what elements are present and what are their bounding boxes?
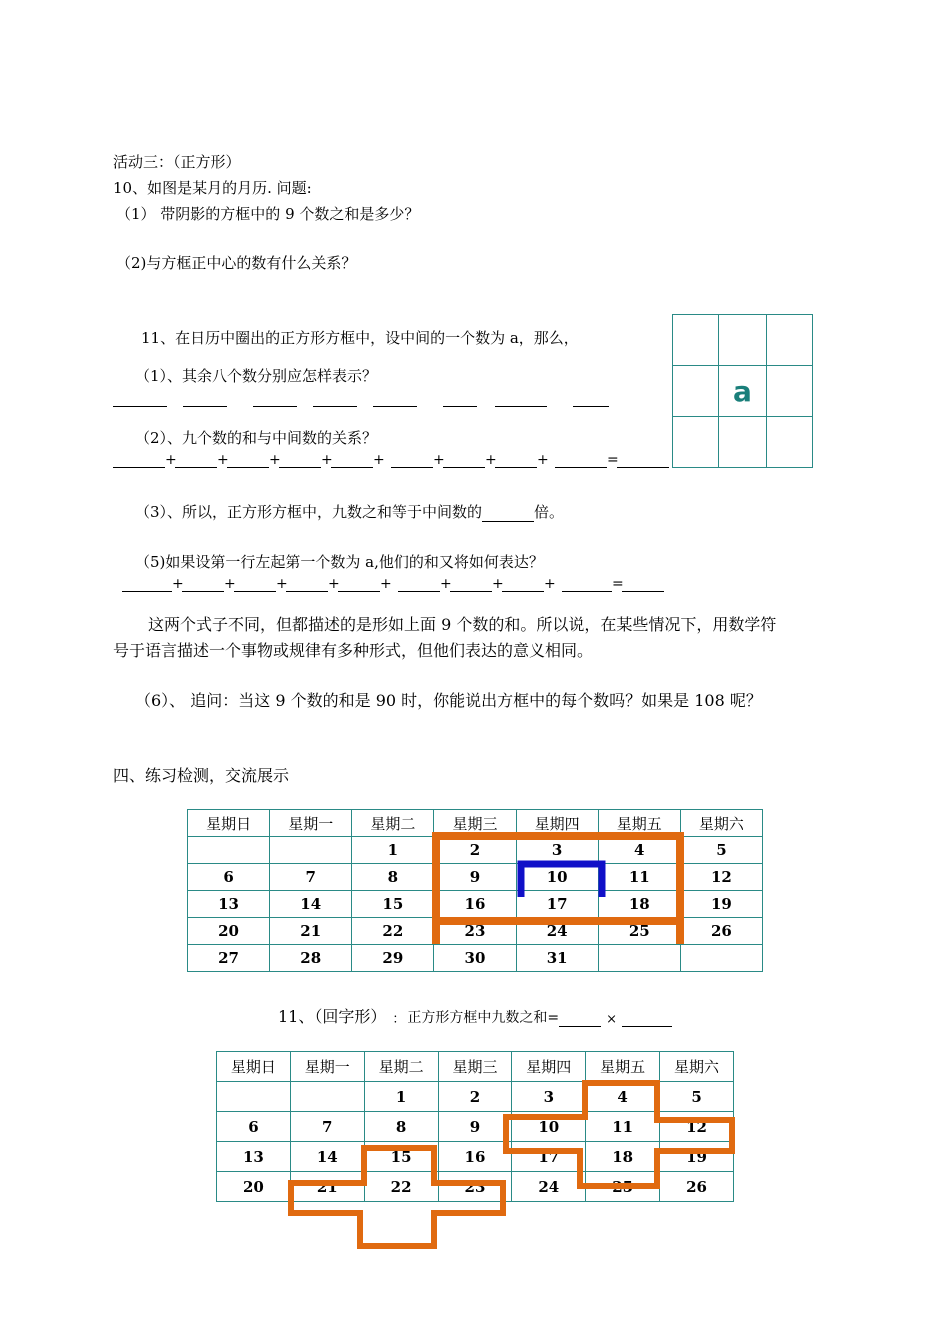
answer-blank[interactable] [495,453,537,468]
calendar-day-cell [188,837,270,864]
weekday-header: 星期二 [364,1052,438,1082]
hui-shape-label: 11、（回字形） [278,1007,387,1026]
part-3-suffix: 倍。 [534,503,565,521]
plus-sign: + [440,576,452,592]
calendar-day-cell: 6 [217,1112,291,1142]
plus-sign: + [492,576,504,592]
calendar-day-cell: 21 [290,1172,364,1202]
calendar-day-cell: 25 [586,1172,660,1202]
weekday-header: 星期四 [512,1052,586,1082]
question-11-part-5: （5)如果设第一行左起第一个数为 a,他们的和又将如何表达？ [135,553,544,571]
question-11-part-3 [135,501,564,522]
weekday-header: 星期日 [217,1052,291,1082]
answer-blank[interactable] [279,453,321,468]
calendar-day-cell: 22 [364,1172,438,1202]
plus-sign: + [217,452,229,468]
calendar-day-cell: 26 [660,1172,734,1202]
calendar-day-cell: 7 [270,864,352,891]
plus-sign: + [321,452,333,468]
equals-sign: = [612,576,624,592]
section-4-heading: 四、练习检测，交流展示 [113,766,290,785]
calendar-day-cell: 13 [217,1142,291,1172]
paragraph-line-2: 号于语言描述一个事物或规律有多种形式，但他们表达的意义相同。 [113,641,594,660]
question-11-intro: 11、在日历中圈出的正方形方框中，设中间的一个数为 a，那么， [141,329,579,347]
calendar-table-1 [187,809,763,972]
answer-blank[interactable] [286,577,328,592]
part-5-equation [122,576,664,592]
answer-blank[interactable] [391,453,433,468]
weekday-header: 星期一 [270,810,352,837]
times-sign: × [606,1012,618,1027]
answer-blank[interactable] [622,1012,672,1027]
calendar-day-cell: 14 [270,891,352,918]
calendar-day-cell: 17 [516,891,598,918]
calendar-day-cell: 15 [352,891,434,918]
calendar-day-cell: 14 [290,1142,364,1172]
plus-sign: + [373,452,385,468]
calendar-day-cell [290,1082,364,1112]
hui-shape-text: 正方形方框中九数之和= [407,1010,560,1026]
answer-blank[interactable] [234,577,276,592]
activity-heading: 活动三：（正方形） [113,153,241,171]
calendar-day-cell: 27 [188,945,270,972]
calendar-day-cell: 10 [512,1112,586,1142]
calendar-day-cell [680,945,762,972]
calendar-day-cell: 12 [680,864,762,891]
answer-blank[interactable] [398,577,440,592]
calendar-day-cell: 1 [364,1082,438,1112]
calendar-day-cell: 31 [516,945,598,972]
answer-blank[interactable] [573,392,609,407]
calendar-day-cell: 28 [270,945,352,972]
calendar-day-cell: 3 [512,1082,586,1112]
plus-sign: + [276,576,288,592]
calendar-day-cell: 19 [680,891,762,918]
calendar-week-row [188,918,763,945]
question-10: 10、如图是某月的月历. 问题: [113,179,312,197]
weekday-header: 星期五 [586,1052,660,1082]
plus-sign: + [544,576,556,592]
grid-cell [766,366,812,417]
calendar-day-cell: 8 [352,864,434,891]
grid-cell [673,366,719,417]
variable-grid [672,314,813,468]
calendar-day-cell: 4 [598,837,680,864]
answer-blank[interactable] [373,392,417,407]
weekday-header: 星期六 [660,1052,734,1082]
answer-blank[interactable] [182,577,224,592]
calendar-day-cell: 30 [434,945,516,972]
calendar-day-cell: 10 [516,864,598,891]
plus-sign: + [537,452,549,468]
calendar-day-cell: 26 [680,918,762,945]
calendar-day-cell: 17 [512,1142,586,1172]
grid-center-cell: a [719,366,766,417]
answer-blank[interactable] [450,577,492,592]
weekday-header: 星期四 [516,810,598,837]
question-10-part-2: （2)与方框正中心的数有什么关系？ [116,254,357,272]
weekday-header: 星期二 [352,810,434,837]
calendar-day-cell [270,837,352,864]
plus-sign: + [165,452,177,468]
answer-blank[interactable] [183,392,227,407]
answer-blank[interactable] [562,577,612,592]
plus-sign: + [485,452,497,468]
weekday-header: 星期一 [290,1052,364,1082]
answer-blank[interactable] [617,453,669,468]
weekday-header: 星期六 [680,810,762,837]
calendar-day-cell: 1 [352,837,434,864]
calendar-day-cell [217,1082,291,1112]
calendar-day-cell: 16 [434,891,516,918]
calendar-day-cell: 24 [516,918,598,945]
answer-blank[interactable] [338,577,380,592]
answer-blank[interactable] [502,577,544,592]
answer-blank[interactable] [443,392,477,407]
answer-blank[interactable] [313,392,357,407]
calendar-day-cell: 15 [364,1142,438,1172]
calendar-day-cell: 23 [438,1172,512,1202]
part-2-equation [113,452,669,468]
calendar-week-row [188,864,763,891]
answer-blank[interactable] [555,453,607,468]
plus-sign: + [380,576,392,592]
calendar-day-cell: 4 [586,1082,660,1112]
calendar-table-2 [216,1051,734,1202]
calendar-day-cell: 9 [438,1112,512,1142]
answer-blank[interactable] [622,577,664,592]
calendar-day-cell: 11 [586,1112,660,1142]
question-11-part-1: （1）、其余八个数分别应怎样表示？ [135,367,378,385]
calendar-header-row [188,810,763,837]
calendar-day-cell: 12 [660,1112,734,1142]
weekday-header: 星期日 [188,810,270,837]
calendar-day-cell: 8 [364,1112,438,1142]
plus-sign: + [269,452,281,468]
calendar-day-cell: 20 [188,918,270,945]
question-11-hui-shape [278,1004,672,1027]
grid-cell [719,315,766,366]
calendar-week-row [188,945,763,972]
calendar-day-cell: 2 [434,837,516,864]
calendar-day-cell: 13 [188,891,270,918]
hui-shape-colon: ： [392,1012,406,1027]
weekday-header: 星期三 [434,810,516,837]
calendar-day-cell: 5 [680,837,762,864]
answer-blank[interactable] [559,1012,601,1027]
calendar-week-row [188,837,763,864]
answer-blank[interactable] [113,392,167,407]
calendar-day-cell: 2 [438,1082,512,1112]
answer-blank[interactable] [122,577,172,592]
calendar-day-cell: 9 [434,864,516,891]
equals-sign: = [607,452,619,468]
question-11-part-6: （6）、 追问：当这 9 个数的和是 90 时，你能说出方框中的每个数吗？如果是 108 呢？ [135,691,762,710]
calendar-week-row [217,1142,734,1172]
answer-blank[interactable] [113,453,165,468]
calendar-day-cell: 7 [290,1112,364,1142]
calendar-header-row [217,1052,734,1082]
calendar-day-cell: 25 [598,918,680,945]
calendar-day-cell: 20 [217,1172,291,1202]
weekday-header: 星期三 [438,1052,512,1082]
calendar-day-cell: 19 [660,1142,734,1172]
grid-cell [719,417,766,468]
calendar-week-row [188,891,763,918]
calendar-day-cell: 3 [516,837,598,864]
grid-cell [766,417,812,468]
calendar-week-row [217,1112,734,1142]
plus-sign: + [224,576,236,592]
calendar-day-cell: 6 [188,864,270,891]
calendar-day-cell: 21 [270,918,352,945]
answer-blank[interactable] [175,453,217,468]
calendar-week-row [217,1172,734,1202]
calendar-day-cell: 29 [352,945,434,972]
calendar-day-cell: 24 [512,1172,586,1202]
part-1-blanks [113,392,609,407]
calendar-day-cell: 22 [352,918,434,945]
question-11-part-2: （2）、九个数的和与中间数的关系？ [135,429,378,447]
calendar-day-cell: 16 [438,1142,512,1172]
calendar-day-cell: 18 [598,891,680,918]
answer-blank[interactable] [495,392,547,407]
calendar-day-cell: 23 [434,918,516,945]
grid-cell [673,417,719,468]
grid-cell [673,315,719,366]
plus-sign: + [328,576,340,592]
answer-blank[interactable] [443,453,485,468]
calendar-day-cell: 18 [586,1142,660,1172]
weekday-header: 星期五 [598,810,680,837]
answer-blank[interactable] [482,507,534,522]
grid-cell [766,315,812,366]
paragraph-line-1: 这两个式子不同，但都描述的是形如上面 9 个数的和。所以说，在某些情况下，用数学符 [148,615,777,634]
answer-blank[interactable] [227,453,269,468]
calendar-day-cell: 5 [660,1082,734,1112]
part-3-text: （3）、所以，正方形方框中，九数之和等于中间数的 [135,503,483,521]
question-10-part-1: （1） 带阴影的方框中的 9 个数之和是多少？ [116,205,420,223]
answer-blank[interactable] [253,392,297,407]
calendar-day-cell: 11 [598,864,680,891]
plus-sign: + [172,576,184,592]
plus-sign: + [433,452,445,468]
answer-blank[interactable] [331,453,373,468]
calendar-week-row [217,1082,734,1112]
calendar-day-cell [598,945,680,972]
